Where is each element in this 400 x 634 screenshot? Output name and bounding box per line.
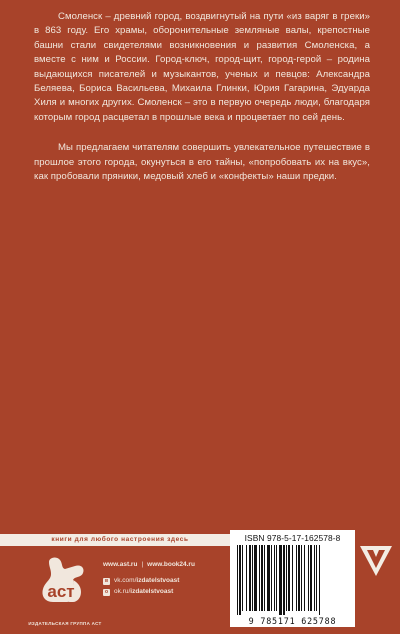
- barcode-bar: [308, 545, 309, 611]
- ok-icon: о: [104, 588, 109, 595]
- barcode-bar: [314, 545, 315, 611]
- publisher-caption: ИЗДАТЕЛЬСКАЯ ГРУППА АСТ: [28, 621, 102, 626]
- age-rating-badge-icon: [358, 540, 394, 580]
- barcode-bar: [254, 545, 257, 611]
- barcode-bar: [249, 545, 251, 611]
- vk-icon: в: [104, 577, 109, 584]
- annotation-text: [34, 10, 370, 184]
- ok-link-prefix[interactable]: ok.ru/: [114, 588, 131, 595]
- barcode-bar: [239, 545, 241, 615]
- publisher-links: [103, 561, 195, 599]
- barcode-bar: [279, 545, 282, 615]
- barcode-bar: [271, 545, 272, 611]
- barcode-bar: [310, 545, 312, 611]
- barcode-bar: [264, 545, 265, 611]
- barcode-bar: [288, 545, 290, 611]
- barcode-bar: [304, 545, 305, 611]
- barcode-bar: [259, 545, 260, 611]
- annotation-paragraph-1: Смоленск – древний город, воздвигнутый на пути «из варяг в греки» в 863 году. Его храмы, оборонительные земляные валы, крепостные башни стали свидетелями возникновения и развития Смоленска, а вместе с ним и России. Город-ключ, город-щит, город-герой – родина выдающихся писателей и музыкантов, ученых и певцов: Александра Беляева, Бориса Васильева, Михаила Глинки, Юрия Гагарина, Эдуарда Хиля и многих других. Смоленск – это в первую очередь люди, благодаря которым город расцветал в прошлые века и процветает по сей день.: [34, 11, 370, 123]
- barcode-bar: [274, 545, 275, 611]
- barcode-bar: [252, 545, 253, 611]
- barcode-bar: [261, 545, 263, 611]
- publisher-tagline: книги для любого настроения здесь: [0, 534, 240, 546]
- website-link-ast[interactable]: www.ast.ru: [103, 561, 138, 568]
- barcode-bar: [296, 545, 297, 611]
- annotation-paragraph-2: Мы предлагаем читателям совершить увлекательное путешествие в прошлое этого города, окунуться в его тайны, «попробовать их на вкус», как пробовали пряники, медовый хлеб и «конфекты» наши предки.: [34, 142, 370, 183]
- websites-row: [103, 561, 195, 569]
- barcode-bar: [319, 545, 320, 615]
- barcode-bar: [286, 545, 287, 611]
- ok-link-handle[interactable]: izdatelstvoast: [130, 588, 174, 595]
- isbn-number: ISBN 978-5-17-162578-8: [244, 533, 341, 543]
- ok-row: [103, 588, 195, 596]
- ast-logo-text: аст: [47, 582, 75, 601]
- barcode-number: 9 785171 625788: [248, 616, 337, 626]
- barcode-bar: [242, 545, 243, 611]
- vk-link-handle[interactable]: izdatelstvoast: [136, 577, 180, 584]
- vk-row: [103, 577, 195, 585]
- barcode-bar: [267, 545, 270, 611]
- barcode-bar: [301, 545, 302, 611]
- link-separator: |: [141, 561, 144, 568]
- ast-logo-icon: [33, 556, 95, 614]
- barcode-graphic: [235, 545, 350, 615]
- barcode-bar: [246, 545, 247, 611]
- barcode-bar: [298, 545, 300, 611]
- barcode-bar: [283, 545, 285, 615]
- barcode-bar: [237, 545, 238, 615]
- vk-link-prefix[interactable]: vk.com/: [114, 577, 137, 584]
- barcode-bar: [292, 545, 293, 611]
- barcode-bar: [316, 545, 317, 611]
- website-link-book24[interactable]: www.book24.ru: [147, 561, 195, 568]
- isbn-panel: [230, 530, 355, 627]
- barcode-bar: [276, 545, 277, 611]
